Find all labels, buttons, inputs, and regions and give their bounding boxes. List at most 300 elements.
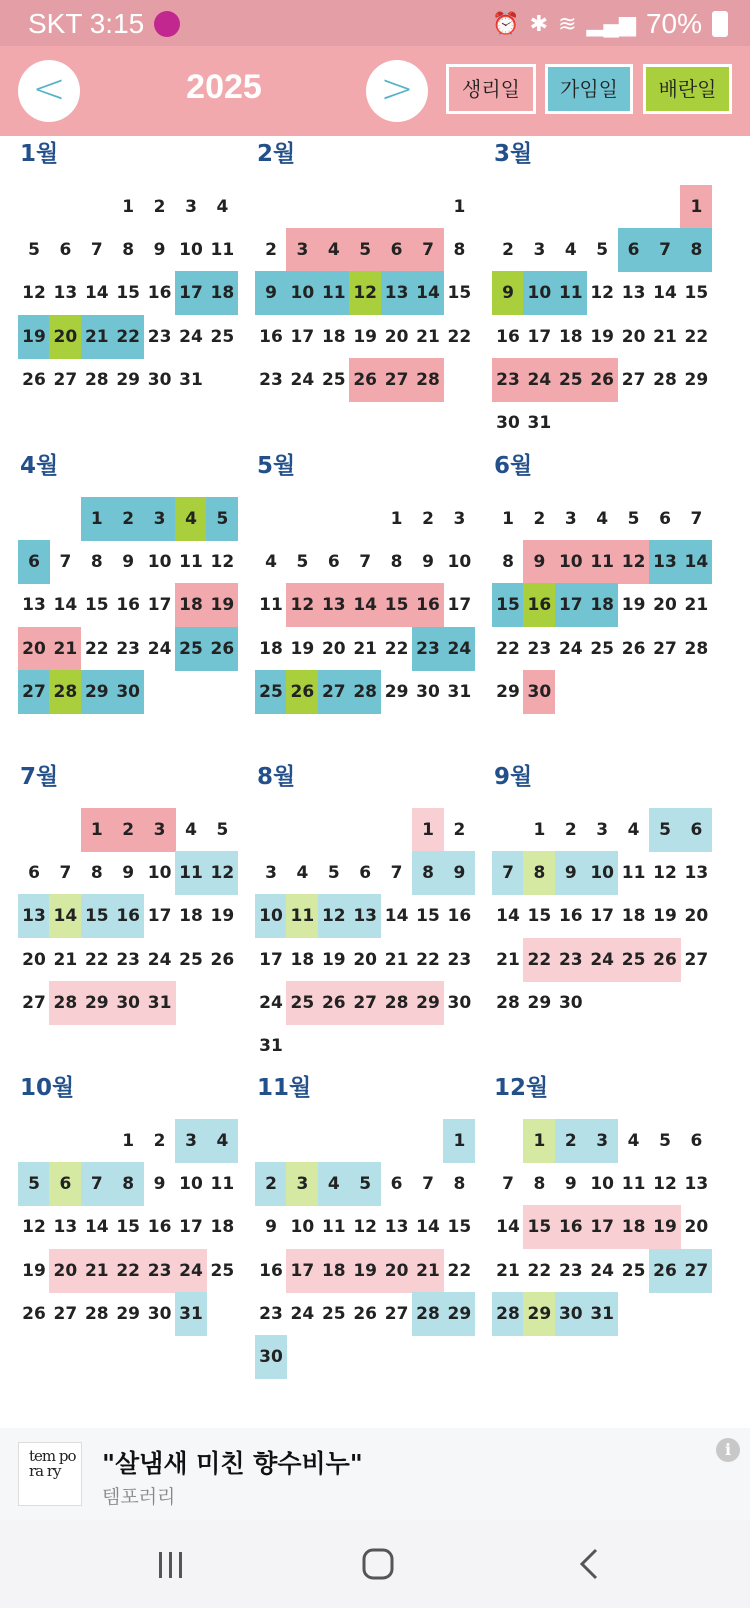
- back-icon[interactable]: [570, 1544, 610, 1584]
- day-cell[interactable]: 19: [210, 906, 235, 927]
- day-cell[interactable]: 28: [684, 638, 709, 659]
- day-cell[interactable]: 12: [286, 583, 318, 627]
- day-cell[interactable]: 15: [527, 906, 552, 927]
- day-cell[interactable]: 14: [384, 906, 409, 927]
- day-cell[interactable]: 1: [443, 1119, 475, 1163]
- ad-info-icon[interactable]: i: [716, 1438, 740, 1462]
- day-cell[interactable]: 1: [523, 1119, 555, 1163]
- day-cell[interactable]: 6: [659, 509, 671, 529]
- day-cell[interactable]: 27: [684, 949, 709, 970]
- day-cell[interactable]: 19: [353, 326, 378, 347]
- day-cell[interactable]: 21: [81, 315, 113, 359]
- day-cell[interactable]: 2: [112, 808, 144, 852]
- day-cell[interactable]: 13: [684, 1174, 709, 1195]
- day-cell[interactable]: 23: [558, 1260, 583, 1281]
- day-cell[interactable]: 24: [147, 638, 172, 659]
- day-cell[interactable]: 19: [321, 949, 346, 970]
- day-cell[interactable]: 4: [175, 497, 207, 541]
- day-cell[interactable]: 16: [555, 1205, 587, 1249]
- day-cell[interactable]: 11: [210, 240, 235, 261]
- day-cell[interactable]: 30: [555, 1292, 587, 1336]
- day-cell[interactable]: 11: [318, 271, 350, 315]
- day-cell[interactable]: 14: [653, 283, 677, 304]
- day-cell[interactable]: 31: [527, 413, 552, 433]
- day-cell[interactable]: 11: [210, 1174, 235, 1195]
- day-cell[interactable]: 10: [179, 240, 203, 261]
- day-cell[interactable]: 16: [259, 326, 283, 347]
- day-cell[interactable]: 28: [349, 670, 381, 714]
- day-cell[interactable]: 14: [49, 894, 81, 938]
- day-cell[interactable]: 18: [586, 583, 618, 627]
- day-cell[interactable]: 3: [596, 820, 609, 840]
- day-cell[interactable]: 30: [112, 981, 144, 1025]
- day-cell[interactable]: 11: [259, 595, 283, 616]
- home-icon[interactable]: [358, 1544, 398, 1584]
- day-cell[interactable]: 11: [621, 1174, 646, 1195]
- day-cell[interactable]: 29: [116, 369, 141, 390]
- day-cell[interactable]: 21: [684, 595, 709, 616]
- day-cell[interactable]: 17: [259, 949, 283, 970]
- day-cell[interactable]: 25: [286, 981, 318, 1025]
- day-cell[interactable]: 6: [381, 228, 413, 272]
- day-cell[interactable]: 24: [147, 949, 172, 970]
- day-cell[interactable]: 30: [112, 670, 144, 714]
- day-cell[interactable]: 5: [327, 863, 340, 884]
- day-cell[interactable]: 7: [649, 228, 681, 272]
- day-cell[interactable]: 24: [290, 369, 315, 390]
- day-cell[interactable]: 13: [684, 863, 709, 884]
- day-cell[interactable]: 2: [422, 509, 434, 529]
- day-cell[interactable]: 26: [353, 1303, 378, 1324]
- day-cell[interactable]: 30: [255, 1335, 287, 1379]
- day-cell[interactable]: 16: [112, 894, 144, 938]
- day-cell[interactable]: 15: [116, 1217, 141, 1238]
- day-cell[interactable]: 9: [255, 271, 287, 315]
- day-cell[interactable]: 28: [49, 981, 81, 1025]
- day-cell[interactable]: 30: [558, 992, 583, 1013]
- day-cell[interactable]: 31: [259, 1036, 283, 1056]
- day-cell[interactable]: 4: [265, 552, 277, 573]
- day-cell[interactable]: 12: [653, 863, 677, 884]
- ad-title[interactable]: "살냄새 미친 향수비누": [102, 1449, 363, 1478]
- day-cell[interactable]: 9: [153, 1174, 166, 1195]
- day-cell[interactable]: 17: [447, 595, 472, 616]
- day-cell[interactable]: 22: [684, 326, 709, 347]
- day-cell[interactable]: 26: [649, 938, 681, 982]
- day-cell[interactable]: 27: [318, 670, 350, 714]
- day-cell[interactable]: 30: [416, 681, 440, 702]
- day-cell[interactable]: 8: [90, 552, 103, 573]
- day-cell[interactable]: 15: [84, 595, 109, 616]
- day-cell[interactable]: 14: [680, 540, 712, 584]
- day-cell[interactable]: 13: [22, 595, 46, 616]
- day-cell[interactable]: 5: [216, 820, 229, 840]
- day-cell[interactable]: 11: [555, 271, 587, 315]
- day-cell[interactable]: 19: [653, 906, 677, 927]
- day-cell[interactable]: 5: [596, 240, 609, 261]
- day-cell[interactable]: 1: [502, 509, 514, 529]
- day-cell[interactable]: 2: [555, 1119, 587, 1163]
- day-cell[interactable]: 28: [84, 1303, 109, 1324]
- day-cell[interactable]: 3: [586, 1119, 618, 1163]
- day-cell[interactable]: 23: [259, 1303, 283, 1324]
- day-cell[interactable]: 16: [116, 595, 141, 616]
- day-cell[interactable]: 28: [84, 369, 109, 390]
- day-cell[interactable]: 19: [590, 326, 615, 347]
- day-cell[interactable]: 4: [627, 820, 640, 840]
- day-cell[interactable]: 4: [564, 240, 577, 261]
- day-cell[interactable]: 29: [443, 1292, 475, 1336]
- day-cell[interactable]: 9: [265, 1217, 277, 1238]
- day-cell[interactable]: 21: [496, 1260, 520, 1281]
- day-cell[interactable]: 24: [558, 638, 583, 659]
- day-cell[interactable]: 12: [206, 851, 238, 895]
- day-cell[interactable]: 11: [321, 1217, 346, 1238]
- day-cell[interactable]: 8: [680, 228, 712, 272]
- day-cell[interactable]: 17: [286, 1249, 318, 1293]
- day-cell[interactable]: 3: [144, 497, 176, 541]
- day-cell[interactable]: 19: [349, 1249, 381, 1293]
- day-cell[interactable]: 26: [22, 1303, 46, 1324]
- day-cell[interactable]: 22: [416, 949, 440, 970]
- day-cell[interactable]: 22: [447, 326, 472, 347]
- day-cell[interactable]: 11: [286, 894, 318, 938]
- day-cell[interactable]: 6: [618, 228, 650, 272]
- day-cell[interactable]: 15: [523, 1205, 555, 1249]
- day-cell[interactable]: 22: [496, 638, 520, 659]
- day-cell[interactable]: 5: [649, 808, 681, 852]
- day-cell[interactable]: 12: [590, 283, 615, 304]
- day-cell[interactable]: 27: [53, 1303, 78, 1324]
- day-cell[interactable]: 26: [318, 981, 350, 1025]
- day-cell[interactable]: 1: [533, 820, 546, 840]
- day-cell[interactable]: 10: [590, 1174, 615, 1195]
- day-cell[interactable]: 6: [49, 1162, 81, 1206]
- day-cell[interactable]: 16: [412, 583, 444, 627]
- day-cell[interactable]: 15: [447, 283, 472, 304]
- day-cell[interactable]: 30: [496, 413, 520, 433]
- day-cell[interactable]: 4: [318, 1162, 350, 1206]
- day-cell[interactable]: 29: [527, 992, 552, 1013]
- day-cell[interactable]: 7: [502, 1174, 514, 1195]
- day-cell[interactable]: 17: [179, 1217, 203, 1238]
- day-cell[interactable]: 4: [216, 197, 229, 217]
- day-cell[interactable]: 12: [22, 1217, 46, 1238]
- day-cell[interactable]: 26: [586, 358, 618, 402]
- day-cell[interactable]: 7: [81, 1162, 113, 1206]
- day-cell[interactable]: 8: [90, 863, 103, 884]
- day-cell[interactable]: 16: [147, 283, 172, 304]
- day-cell[interactable]: 20: [381, 1249, 413, 1293]
- day-cell[interactable]: 29: [523, 1292, 555, 1336]
- day-cell[interactable]: 28: [49, 670, 81, 714]
- day-cell[interactable]: 17: [555, 583, 587, 627]
- day-cell[interactable]: 31: [447, 681, 472, 702]
- day-cell[interactable]: 28: [412, 1292, 444, 1336]
- day-cell[interactable]: 18: [210, 1217, 235, 1238]
- day-cell[interactable]: 14: [496, 906, 520, 927]
- day-cell[interactable]: 12: [22, 283, 46, 304]
- day-cell[interactable]: 6: [390, 1174, 403, 1195]
- day-cell[interactable]: 8: [502, 552, 514, 573]
- day-cell[interactable]: 28: [496, 992, 520, 1013]
- day-cell[interactable]: 10: [447, 552, 472, 573]
- day-cell[interactable]: 5: [18, 1162, 50, 1206]
- day-cell[interactable]: 5: [627, 509, 640, 529]
- day-cell[interactable]: 7: [90, 240, 103, 261]
- day-cell[interactable]: 23: [412, 627, 444, 671]
- day-cell[interactable]: 25: [175, 627, 207, 671]
- day-cell[interactable]: 1: [122, 197, 135, 217]
- day-cell[interactable]: 19: [649, 1205, 681, 1249]
- day-cell[interactable]: 13: [621, 283, 646, 304]
- day-cell[interactable]: 21: [384, 949, 409, 970]
- day-cell[interactable]: 15: [684, 283, 709, 304]
- day-cell[interactable]: 21: [653, 326, 677, 347]
- day-cell[interactable]: 15: [116, 283, 141, 304]
- day-cell[interactable]: 15: [416, 906, 440, 927]
- day-cell[interactable]: 24: [590, 1260, 615, 1281]
- ad-banner[interactable]: [0, 1428, 750, 1520]
- day-cell[interactable]: 2: [153, 1131, 166, 1151]
- legend-fertile-button[interactable]: 가임일: [545, 64, 633, 114]
- day-cell[interactable]: 23: [555, 938, 587, 982]
- day-cell[interactable]: 18: [206, 271, 238, 315]
- day-cell[interactable]: 4: [627, 1131, 640, 1151]
- day-cell[interactable]: 3: [286, 1162, 318, 1206]
- day-cell[interactable]: 16: [447, 906, 472, 927]
- legend-period-button[interactable]: 생리일: [446, 64, 536, 114]
- day-cell[interactable]: 23: [116, 949, 141, 970]
- day-cell[interactable]: 13: [53, 283, 78, 304]
- day-cell[interactable]: 7: [390, 863, 403, 884]
- day-cell[interactable]: 27: [18, 670, 50, 714]
- day-cell[interactable]: 7: [422, 1174, 434, 1195]
- day-cell[interactable]: 4: [206, 1119, 238, 1163]
- day-cell[interactable]: 18: [621, 906, 646, 927]
- day-cell[interactable]: 9: [443, 851, 475, 895]
- day-cell[interactable]: 19: [22, 1260, 46, 1281]
- day-cell[interactable]: 18: [175, 583, 207, 627]
- day-cell[interactable]: 27: [381, 358, 413, 402]
- day-cell[interactable]: 26: [349, 358, 381, 402]
- day-cell[interactable]: 22: [447, 1260, 472, 1281]
- day-cell[interactable]: 14: [412, 271, 444, 315]
- day-cell[interactable]: 23: [116, 638, 141, 659]
- day-cell[interactable]: 9: [555, 851, 587, 895]
- day-cell[interactable]: 21: [53, 949, 78, 970]
- day-cell[interactable]: 28: [412, 358, 444, 402]
- day-cell[interactable]: 26: [286, 670, 318, 714]
- day-cell[interactable]: 4: [185, 820, 197, 840]
- day-cell[interactable]: 12: [653, 1174, 677, 1195]
- day-cell[interactable]: 19: [206, 583, 238, 627]
- day-cell[interactable]: 23: [527, 638, 552, 659]
- day-cell[interactable]: 18: [618, 1205, 650, 1249]
- day-cell[interactable]: 21: [49, 627, 81, 671]
- day-cell[interactable]: 29: [81, 670, 113, 714]
- day-cell[interactable]: 18: [259, 638, 283, 659]
- day-cell[interactable]: 6: [690, 1131, 703, 1151]
- day-cell[interactable]: 1: [81, 497, 113, 541]
- day-cell[interactable]: 9: [122, 863, 135, 884]
- day-cell[interactable]: 13: [18, 894, 50, 938]
- day-cell[interactable]: 22: [527, 1260, 552, 1281]
- day-cell[interactable]: 1: [453, 197, 466, 217]
- day-cell[interactable]: 16: [496, 326, 520, 347]
- day-cell[interactable]: 24: [175, 1249, 207, 1293]
- day-cell[interactable]: 20: [384, 326, 409, 347]
- day-cell[interactable]: 10: [286, 271, 318, 315]
- day-cell[interactable]: 5: [349, 228, 381, 272]
- day-cell[interactable]: 17: [527, 326, 552, 347]
- day-cell[interactable]: 29: [384, 681, 409, 702]
- day-cell[interactable]: 5: [296, 552, 309, 573]
- day-cell[interactable]: 29: [412, 981, 444, 1025]
- day-cell[interactable]: 11: [175, 851, 207, 895]
- day-cell[interactable]: 14: [349, 583, 381, 627]
- day-cell[interactable]: 25: [210, 1260, 235, 1281]
- day-cell[interactable]: 27: [653, 638, 677, 659]
- day-cell[interactable]: 3: [564, 509, 577, 529]
- day-cell[interactable]: 10: [179, 1174, 203, 1195]
- day-cell[interactable]: 1: [122, 1131, 135, 1151]
- day-cell[interactable]: 18: [318, 1249, 350, 1293]
- day-cell[interactable]: 25: [555, 358, 587, 402]
- day-cell[interactable]: 14: [496, 1217, 520, 1238]
- day-cell[interactable]: 4: [296, 863, 309, 884]
- day-cell[interactable]: 30: [447, 992, 472, 1013]
- day-cell[interactable]: 5: [659, 1131, 671, 1151]
- day-cell[interactable]: 27: [349, 981, 381, 1025]
- day-cell[interactable]: 27: [22, 992, 46, 1013]
- day-cell[interactable]: 31: [175, 1292, 207, 1336]
- day-cell[interactable]: 23: [492, 358, 524, 402]
- day-cell[interactable]: 10: [290, 1217, 315, 1238]
- day-cell[interactable]: 31: [586, 1292, 618, 1336]
- day-cell[interactable]: 23: [447, 949, 472, 970]
- day-cell[interactable]: 20: [49, 315, 81, 359]
- day-cell[interactable]: 27: [384, 1303, 409, 1324]
- day-cell[interactable]: 10: [586, 851, 618, 895]
- day-cell[interactable]: 9: [153, 240, 166, 261]
- day-cell[interactable]: 2: [533, 509, 546, 529]
- prev-year-button[interactable]: <: [18, 60, 80, 122]
- day-cell[interactable]: 2: [153, 197, 166, 217]
- day-cell[interactable]: 16: [259, 1260, 283, 1281]
- day-cell[interactable]: 18: [558, 326, 583, 347]
- day-cell[interactable]: 24: [523, 358, 555, 402]
- day-cell[interactable]: 29: [684, 369, 709, 390]
- day-cell[interactable]: 10: [147, 552, 172, 573]
- day-cell[interactable]: 21: [496, 949, 520, 970]
- day-cell[interactable]: 28: [381, 981, 413, 1025]
- day-cell[interactable]: 28: [653, 369, 677, 390]
- day-cell[interactable]: 13: [384, 1217, 409, 1238]
- day-cell[interactable]: 25: [179, 949, 203, 970]
- day-cell[interactable]: 13: [349, 894, 381, 938]
- day-cell[interactable]: 3: [533, 240, 546, 261]
- day-cell[interactable]: 22: [112, 1249, 144, 1293]
- day-cell[interactable]: 16: [558, 906, 583, 927]
- day-cell[interactable]: 13: [381, 271, 413, 315]
- day-cell[interactable]: 22: [384, 638, 409, 659]
- day-cell[interactable]: 10: [555, 540, 587, 584]
- day-cell[interactable]: 4: [596, 509, 609, 529]
- day-cell[interactable]: 20: [49, 1249, 81, 1293]
- day-cell[interactable]: 8: [523, 851, 555, 895]
- day-cell[interactable]: 12: [353, 1217, 378, 1238]
- day-cell[interactable]: 1: [412, 808, 444, 852]
- day-cell[interactable]: 21: [412, 1249, 444, 1293]
- day-cell[interactable]: 3: [185, 197, 197, 217]
- day-cell[interactable]: 23: [144, 1249, 176, 1293]
- day-cell[interactable]: 20: [22, 949, 46, 970]
- day-cell[interactable]: 21: [416, 326, 440, 347]
- day-cell[interactable]: 14: [84, 1217, 109, 1238]
- day-cell[interactable]: 18: [179, 906, 203, 927]
- day-cell[interactable]: 11: [179, 552, 203, 573]
- next-year-button[interactable]: >: [366, 60, 428, 122]
- day-cell[interactable]: 15: [492, 583, 524, 627]
- day-cell[interactable]: 25: [321, 1303, 346, 1324]
- day-cell[interactable]: 12: [618, 540, 650, 584]
- day-cell[interactable]: 13: [53, 1217, 78, 1238]
- day-cell[interactable]: 19: [290, 638, 315, 659]
- day-cell[interactable]: 14: [416, 1217, 440, 1238]
- day-cell[interactable]: 2: [564, 820, 577, 840]
- day-cell[interactable]: 8: [112, 1162, 144, 1206]
- day-cell[interactable]: 9: [564, 1174, 577, 1195]
- day-cell[interactable]: 26: [649, 1249, 681, 1293]
- day-cell[interactable]: 20: [684, 1217, 709, 1238]
- day-cell[interactable]: 21: [81, 1249, 113, 1293]
- day-cell[interactable]: 29: [116, 1303, 141, 1324]
- day-cell[interactable]: 18: [321, 326, 346, 347]
- day-cell[interactable]: 3: [144, 808, 176, 852]
- day-cell[interactable]: 25: [618, 938, 650, 982]
- day-cell[interactable]: 18: [290, 949, 315, 970]
- day-cell[interactable]: 2: [112, 497, 144, 541]
- day-cell[interactable]: 29: [81, 981, 113, 1025]
- day-cell[interactable]: 20: [321, 638, 346, 659]
- day-cell[interactable]: 16: [523, 583, 555, 627]
- day-cell[interactable]: 28: [492, 1292, 524, 1336]
- day-cell[interactable]: 5: [349, 1162, 381, 1206]
- day-cell[interactable]: 24: [586, 938, 618, 982]
- day-cell[interactable]: 7: [690, 509, 703, 529]
- day-cell[interactable]: 9: [492, 271, 524, 315]
- day-cell[interactable]: 15: [447, 1217, 472, 1238]
- day-cell[interactable]: 1: [81, 808, 113, 852]
- day-cell[interactable]: 2: [502, 240, 514, 261]
- recent-apps-icon[interactable]: [150, 1544, 190, 1584]
- day-cell[interactable]: 10: [255, 894, 287, 938]
- day-cell[interactable]: 13: [649, 540, 681, 584]
- day-cell[interactable]: 9: [422, 552, 434, 573]
- day-cell[interactable]: 30: [523, 670, 555, 714]
- day-cell[interactable]: 8: [412, 851, 444, 895]
- day-cell[interactable]: 10: [147, 863, 172, 884]
- day-cell[interactable]: 4: [318, 228, 350, 272]
- day-cell[interactable]: 31: [179, 369, 203, 390]
- day-cell[interactable]: 1: [680, 185, 712, 229]
- day-cell[interactable]: 26: [22, 369, 46, 390]
- day-cell[interactable]: 15: [81, 894, 113, 938]
- day-cell[interactable]: 10: [523, 271, 555, 315]
- day-cell[interactable]: 6: [18, 540, 50, 584]
- day-cell[interactable]: 12: [318, 894, 350, 938]
